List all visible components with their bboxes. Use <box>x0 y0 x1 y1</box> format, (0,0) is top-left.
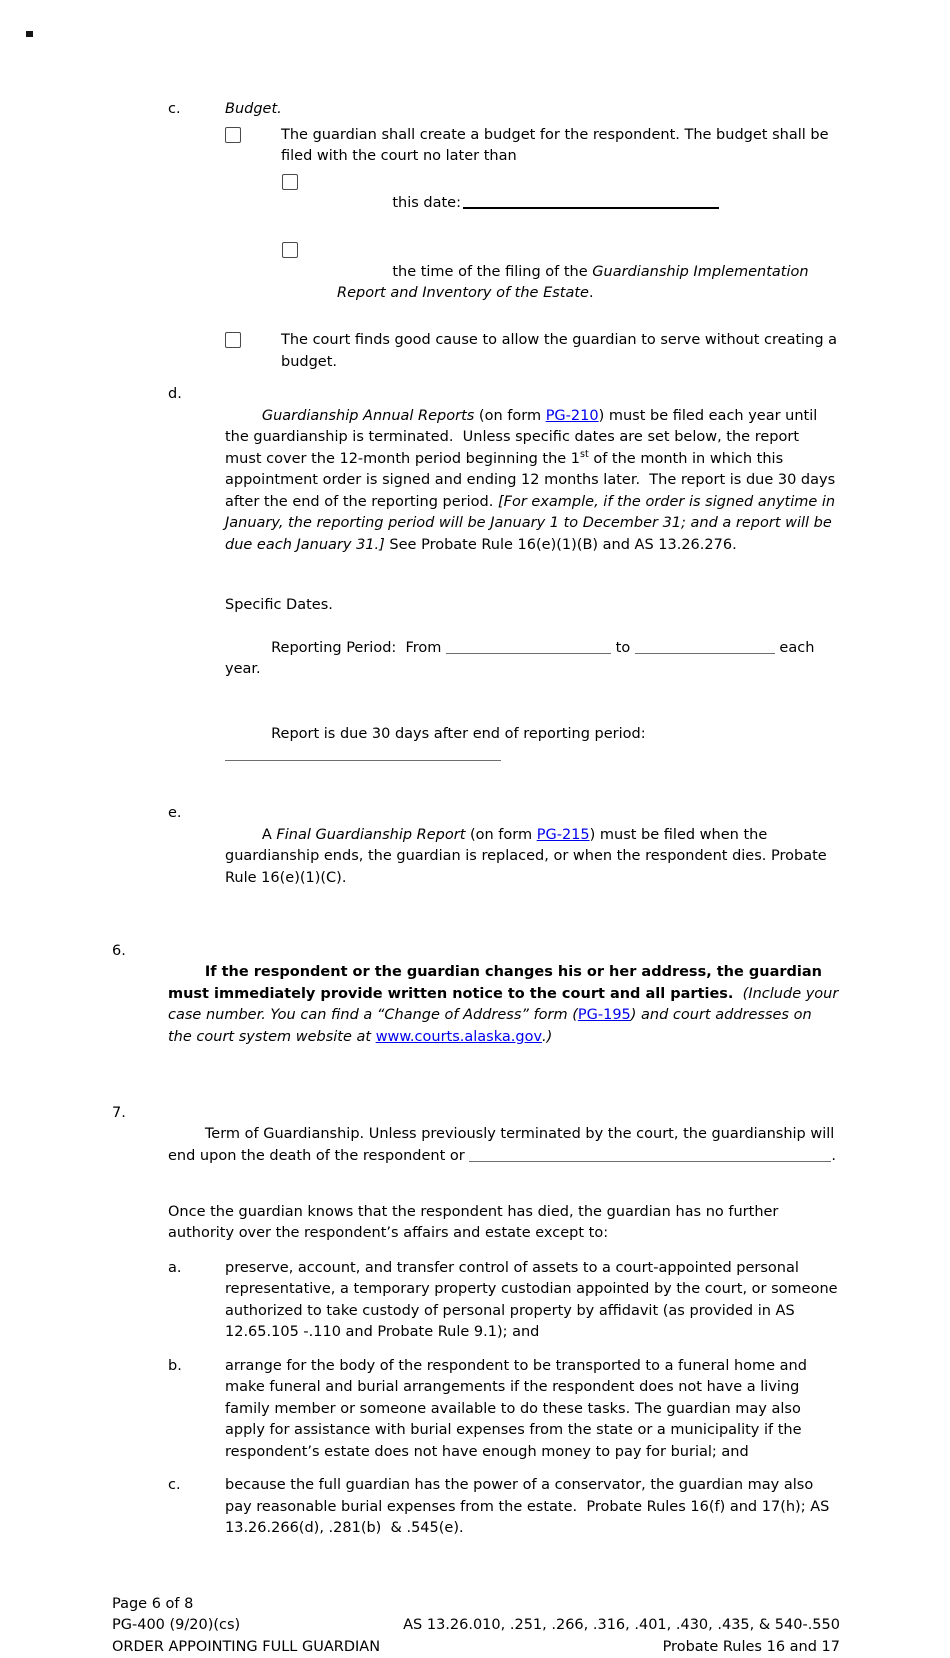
change-of-address-note-2: ) and court addresses on the court system website at <box>168 1007 816 1045</box>
item-7b-text: arrange for the body of the respondent to be transported to a funeral home and make funeral and burial arrangements if the respondent does not have a living family member or someone available to do these tasks. The guardian may also apply for assistance with burial expenses from the state or a municipality if the respondent’s estate does not have enough money to pay for burial; and <box>225 1356 840 1464</box>
annual-reports-paragraph <box>225 384 840 578</box>
reporting-period-label: Reporting Period: From <box>271 640 446 656</box>
probate-rules: Probate Rules 16 and 17 <box>663 1637 840 1658</box>
report-due-line <box>225 702 840 788</box>
filing-time-checkbox-cell <box>282 240 337 326</box>
filing-time-text: the time of the filing of the <box>392 264 592 280</box>
report-due-label: Report is due 30 days after end of reporting period: <box>271 726 646 742</box>
filing-time-text-end: . <box>589 285 594 301</box>
item-e-final-report <box>168 803 840 911</box>
change-of-address-note-3: .) <box>542 1029 552 1045</box>
pg-210-link[interactable]: PG-210 <box>546 408 599 424</box>
annual-reports-text-4: See Probate Rule 16(e)(1)(B) and AS 13.26.276. <box>385 537 737 553</box>
final-report-text-3: ) must be filed when the guardianship ends, the guardian is replaced, or when the respondent dies. Probate Rule 16(e)(1)(C). <box>225 827 831 886</box>
change-of-address-note-1: (Include your case number. You can find a “Change of Address” form ( <box>168 986 843 1024</box>
budget-required-option <box>225 125 840 168</box>
filing-time-checkbox[interactable] <box>282 242 298 258</box>
item-d-annual-reports <box>168 384 840 788</box>
reporting-period-each-year: each year. <box>225 640 819 678</box>
annual-reports-title: Guardianship Annual Reports <box>262 408 474 424</box>
courts-website-link[interactable]: www.courts.alaska.gov <box>376 1029 542 1045</box>
item-6-change-of-address <box>112 941 840 1070</box>
scan-artifact-mark <box>26 31 33 37</box>
no-budget-checkbox-cell <box>225 330 281 373</box>
item-7c <box>168 1475 840 1540</box>
budget-date-label: this date: <box>392 195 461 211</box>
item-c-budget <box>168 99 840 373</box>
no-budget-text: The court finds good cause to allow the guardian to serve without creating a budget. <box>281 330 840 373</box>
reporting-period-line <box>225 616 840 702</box>
pg-195-link[interactable]: PG-195 <box>578 1007 631 1023</box>
implementation-report-title: Guardianship Implementation Report and Inventory of the Estate <box>337 264 813 302</box>
item-7-label: 7. <box>112 1103 168 1552</box>
form-number: PG-400 (9/20)(cs) <box>112 1615 240 1637</box>
budget-filing-time-option <box>282 240 840 326</box>
item-7c-label: c. <box>168 1475 225 1540</box>
item-7-term-of-guardianship <box>112 1103 840 1552</box>
budget-date-checkbox[interactable] <box>282 174 298 190</box>
page-number: Page 6 of 8 <box>112 1594 840 1616</box>
reporting-period-to-label: to <box>611 640 635 656</box>
specific-dates-heading: Specific Dates. <box>225 595 840 617</box>
item-e-label: e. <box>168 803 225 911</box>
form-title: ORDER APPOINTING FULL GUARDIAN <box>112 1637 380 1658</box>
budget-date-checkbox-cell <box>282 172 337 237</box>
page-footer <box>112 1594 840 1658</box>
death-authority-paragraph: Once the guardian knows that the respondent has died, the guardian has no further authority over the respondent’s affairs and estate except to: <box>168 1202 840 1245</box>
budget-date-option <box>282 172 840 237</box>
item-7a-label: a. <box>168 1258 225 1344</box>
budget-required-checkbox[interactable] <box>225 127 241 143</box>
item-c-label: c. <box>168 99 225 373</box>
term-text: Term of Guardianship. Unless previously terminated by the court, the guardianship will end upon the death of the respondent or <box>168 1126 839 1164</box>
final-report-text-2: (on form <box>465 827 536 843</box>
term-period: . <box>831 1148 836 1164</box>
budget-deadline-options <box>282 172 840 327</box>
item-7b-label: b. <box>168 1356 225 1464</box>
termination-other-field[interactable] <box>469 1148 831 1162</box>
item-6-label: 6. <box>112 941 168 1070</box>
pg-215-link[interactable]: PG-215 <box>537 827 590 843</box>
item-c-title: Budget. <box>225 99 840 121</box>
budget-required-checkbox-cell <box>225 125 281 168</box>
budget-date-field[interactable] <box>463 195 719 209</box>
change-of-address-paragraph <box>168 941 840 1070</box>
item-7c-text: because the full guardian has the power of a conservator, the guardian may also pay reasonable burial expenses from the estate. Probate Rules 16(f) and 17(h); AS 13.26.266(d), .281(b) & .545(e). <box>225 1475 840 1540</box>
item-d-label: d. <box>168 384 225 788</box>
item-7a <box>168 1258 840 1344</box>
annual-reports-example: [For example, if the order is signed anytime in January, the reporting period will be January 1 to December 31; and a report will be due each January 31.] <box>225 494 840 553</box>
change-of-address-notice: If the respondent or the guardian changes his or her address, the guardian must immediately provide written notice to the court and all parties. <box>168 964 827 1002</box>
no-budget-checkbox[interactable] <box>225 332 241 348</box>
statute-citations: AS 13.26.010, .251, .266, .316, .401, .430, .435, & 540-.550 <box>403 1615 840 1637</box>
reporting-period-to-field[interactable] <box>635 640 775 654</box>
item-7b <box>168 1356 840 1464</box>
reporting-period-from-field[interactable] <box>446 640 611 654</box>
annual-reports-text-2: ) must be filed each year until the guardianship is terminated. Unless specific dates are set below, the report must cover the 12-month period beginning the 1 <box>225 408 822 467</box>
term-paragraph <box>168 1103 840 1189</box>
budget-required-text: The guardian shall create a budget for the respondent. The budget shall be filed with the court no later than <box>281 125 840 168</box>
superscript-st: st <box>580 449 589 460</box>
no-budget-option <box>225 330 840 373</box>
specific-dates-block <box>225 595 840 789</box>
final-report-title: Final Guardianship Report <box>276 827 465 843</box>
final-report-paragraph <box>225 803 840 911</box>
report-due-date-field[interactable] <box>225 747 501 761</box>
final-report-text-1: A <box>262 827 277 843</box>
item-7a-text: preserve, account, and transfer control of assets to a court-appointed personal representative, a temporary property custodian appointed by the court, or someone authorized to take custody of personal property by affidavit (as provided in AS 12.65.105 -.110 and Probate Rule 9.1); and <box>225 1258 840 1344</box>
annual-reports-text-1: (on form <box>474 408 545 424</box>
annual-reports-text-3: of the month in which this appointment order is signed and ending 12 months later. The report is due 30 days after the end of the reporting period. <box>225 451 840 510</box>
